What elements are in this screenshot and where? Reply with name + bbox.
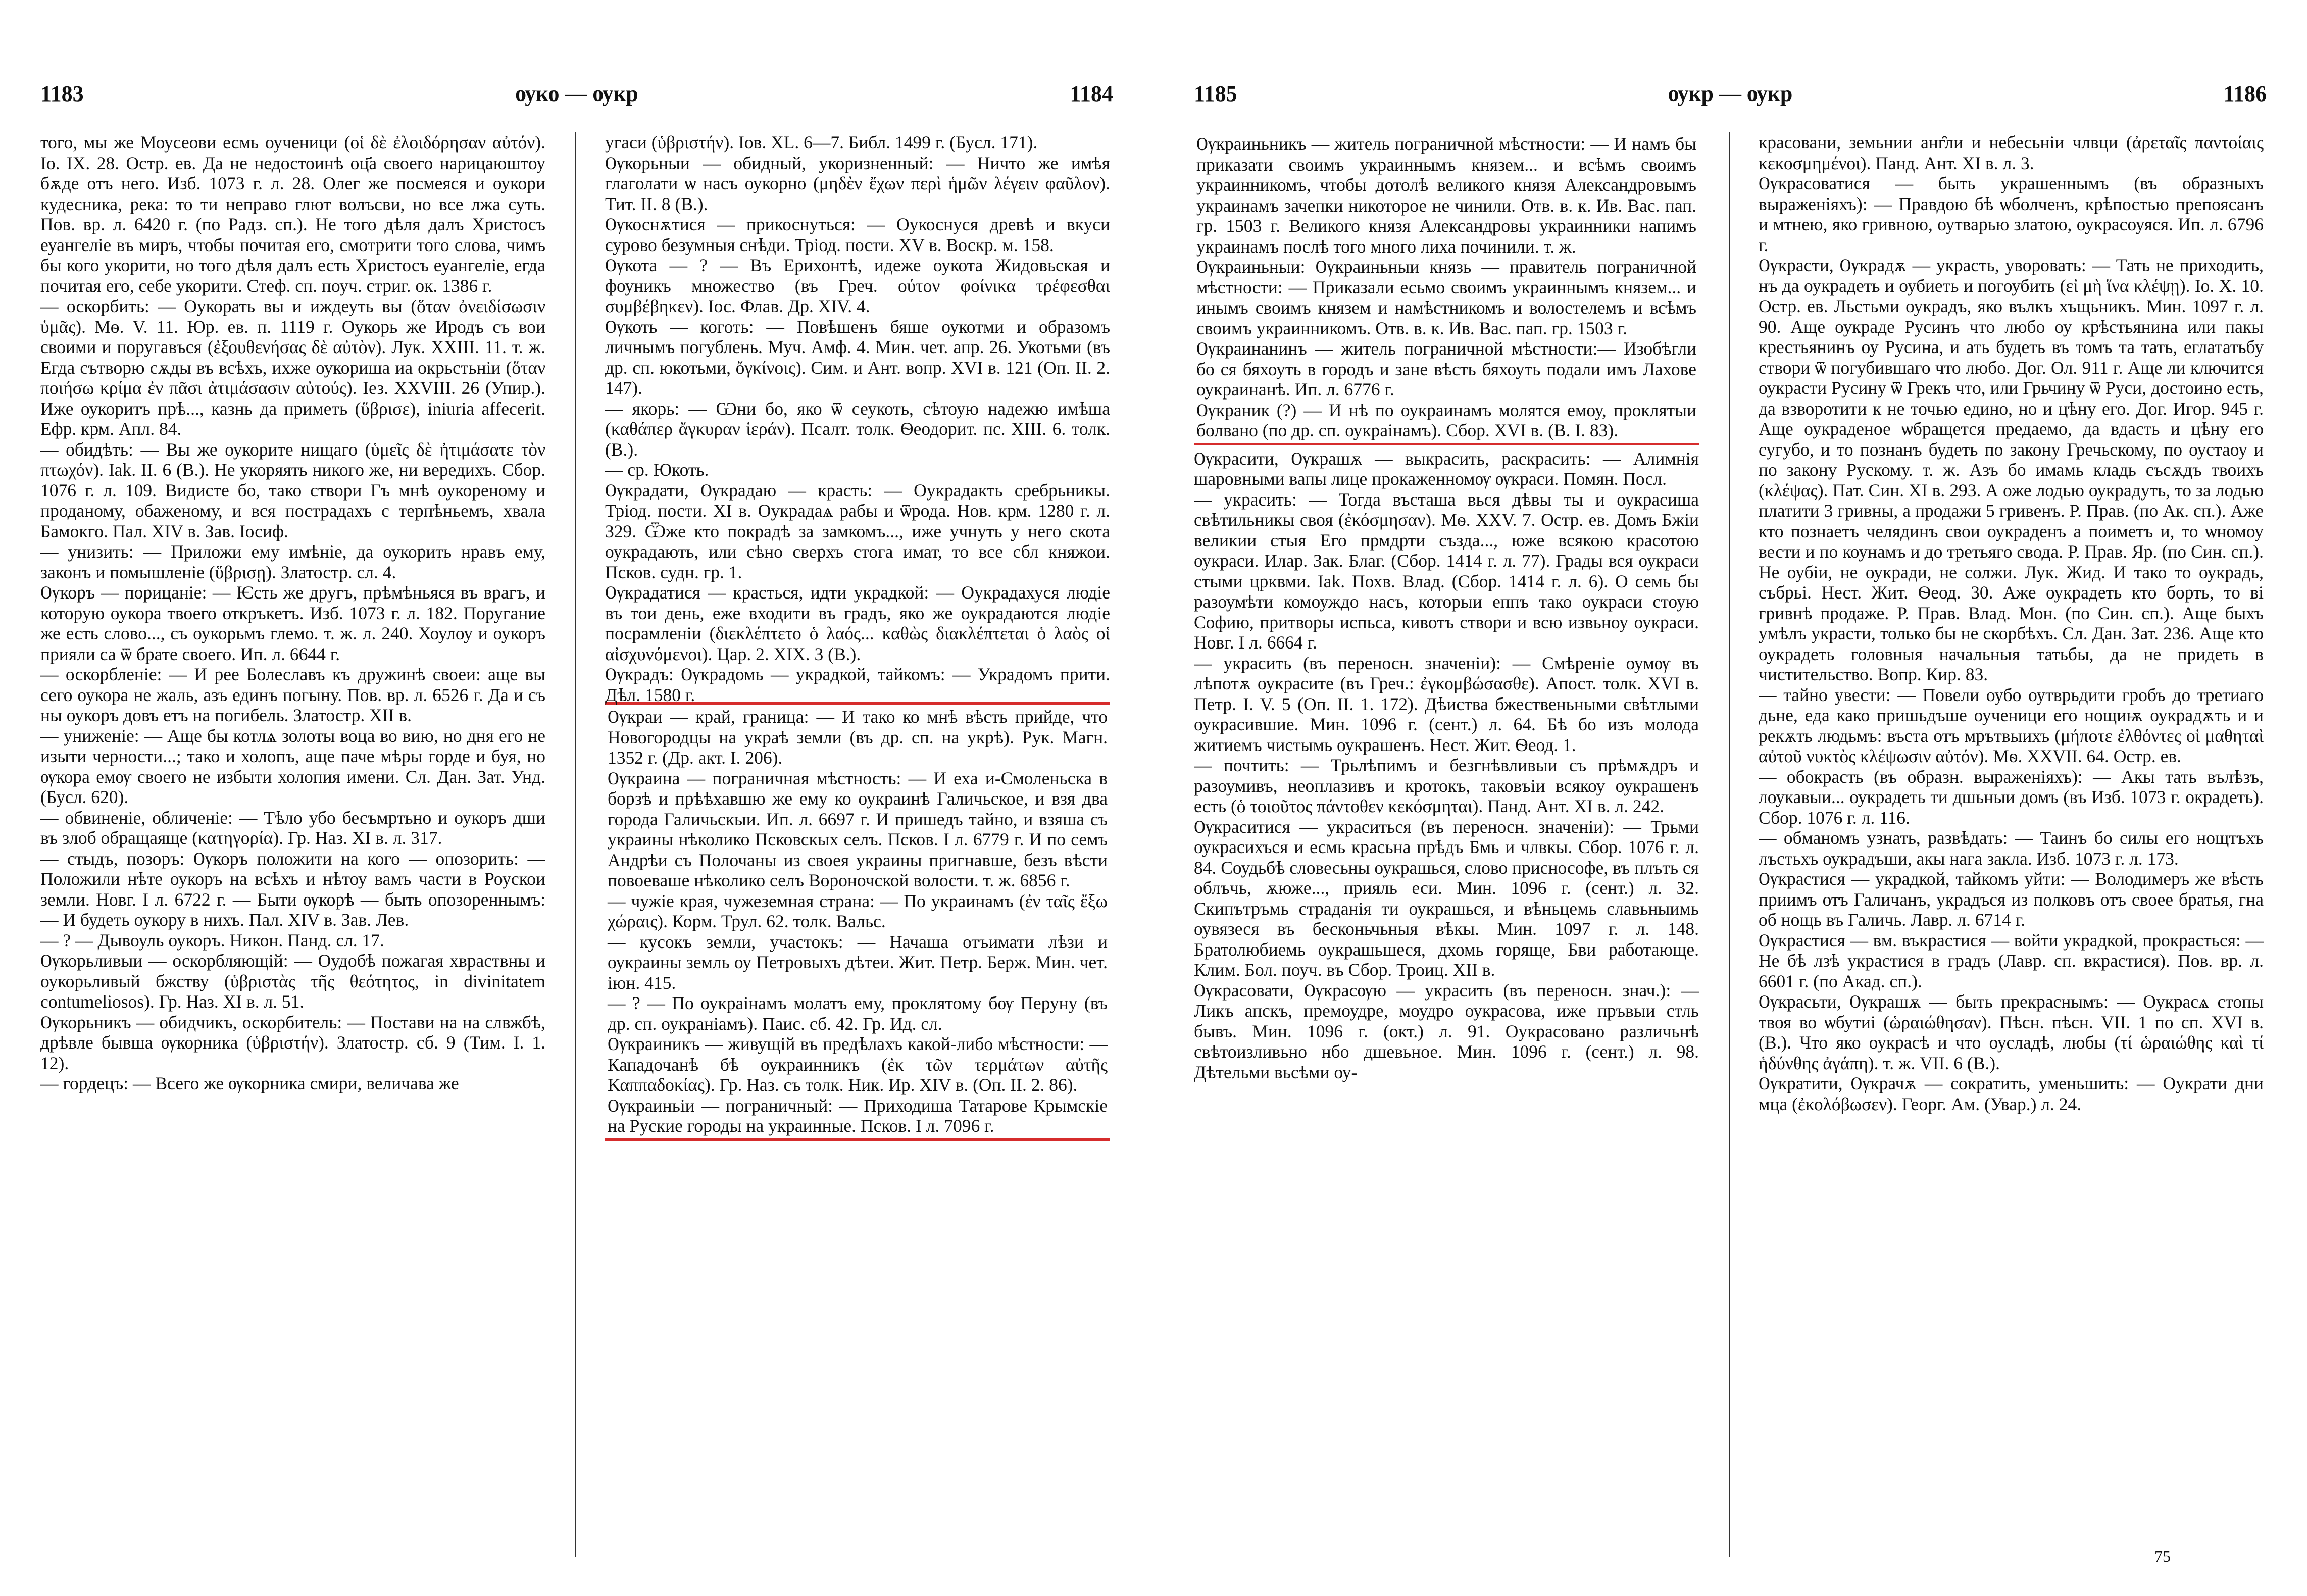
dictionary-entry: красовани, земьнии анг̑ли и небесьніи члвци (ἀρεταῖς παντοίαις κεκοσμημένοι). Панд. Ант. XI в. л. 3.: [1759, 132, 2264, 173]
dictionary-entry: Ѹкраина — пограничная мѣстность: — И еха и-Смоленьска в борзѣ и прѣѣхавшю же ему ко оукраинѣ Галичьское, и взя два города Галичьскыи. Ип. л. 6697 г. И пришедъ тайно, и взяша съ украины нѣколико Псковскых селъ. Псков. I л. 6779 г. И по семъ Андрѣи съ Полочаны из своея украины пригнавше, безъ вѣсти повоеваше нѣколико селъ Вороночской волости. т. ж. 6856 г.: [608, 768, 1108, 890]
dictionary-entry: — обманомъ узнать, развѣдать: — Таинъ бо силы его нощтъхъ лъстьхъ оукрадъши, акы нага закла. Изб. 1073 г. л. 173.: [1759, 828, 2264, 869]
dictionary-entry: Ѹкраиньныи: Ѹкраиньныи князь — правитель пограничной мѣстности: — Приказали есьмо своимъ украиннымъ князем... и инымъ своимъ князем и намѣстникомъ и волостелемъ и всѣмъ своимъ украинникомъ. Отв. в. к. Ив. Вас. пап. гр. 1503 г.: [1196, 257, 1696, 338]
dictionary-entry: — украсить (въ переносн. значеніи): — Смѣреніе оумѹ въ лѣпотѫ оукрасите (въ Греч.: ἐγκομβώσασθε). Апост. толк. XVI в. Петр. I. V. 5 (Оп. II. 1. 172). Дѣиства бжественьными свѣтлыми оукрасившие. Мин. 1096 г. (сент.) л. 64. Бѣ бо изъ молода житиемъ чистымь оукрашенъ. Нест. Жит. Ѳеод. 1.: [1194, 653, 1699, 755]
dictionary-entry: Ѹкота — ? — Въ Ерихонтѣ, идеже оукота Жидовьская и фоуникъ множество (въ Греч. ούτον φοίνικα τρέφεσθαι συμβέβηκεν). Іос. Флав. Др. XIV. 4.: [605, 255, 1110, 316]
dictionary-entry: — украсить: — Тогда въсташа вься дѣвы ты и оукрасиша свѣтильникы своя (ἐκόσμησαν). Мѳ. XXV. 7. Остр. ев. Домъ Бжіи великии стыя Его прмдрти създа..., юже всякою красотою оукраси. Илар. Зак. Благ. (Сбор. 1414 г. л. 77). Грады вся оукраси стыми црквми. Iak. Похв. Влад. (Сбор. 1414 г. л. 6). О семь бы разоумѣти комоуждо насъ, которыи еппъ тако оукраси стоую Софию, притворы испьса, кивотъ створи и всю извьноу оукраси. Новг. I л. 6664 г.: [1194, 489, 1699, 653]
dictionary-entry: Ѹкоть — коготь: — Повѣшенъ бяше оукотми и образомъ личнымъ погублень. Муч. Амф. 4. Мин. чет. апр. 26. Укотьми (въ др. сп. юкотьми, ὄγκίνοις). Сим. и Ант. вопр. XVI в. 121 (Оп. II. 2. 147).: [605, 316, 1110, 398]
dictionary-entry: угаси (ὑβριστήν). Іов. XL. 6—7. Библ. 1499 г. (Бусл. 171).: [605, 132, 1038, 153]
dictionary-entry: — почтить: — Трьлѣпимъ и безгнѣвливыи съ прѣмѫдръ и разоумивъ, неоплазивъ и кротокъ, таковъіи всякоу оукрашенъ есть (ὁ τοιοῦτος πάντοθεν κεκόσμηται). Панд. Ант. XI в. л. 242.: [1194, 755, 1699, 816]
dictionary-entry: — ср. Юкоть.: [605, 460, 709, 480]
dictionary-entry: — стыдъ, позоръ: Ѹкоръ положити на кого — опозорить: — Положили нѣте оукоръ на всѣхъ и нѣтоу вамъ части в Роускои земли. Новг. I л. 6722 г. — Быти ѹкорѣ — быть опозореннымъ: — И будеть оукору в нихъ. Пал. XIV в. Зав. Лев.: [40, 848, 545, 930]
dictionary-entry: — ? — По оукраінамъ молатъ ему, проклятому бѹ Перуну (въ др. сп. оукраніамъ). Паис. сб. 42. Гр. Ид. сл.: [608, 993, 1108, 1034]
dictionary-entry: Ѹкраиникъ — живущій въ предѣлахъ какой-либо мѣстности: — Кападочанѣ бѣ оукраинникъ (ἐκ τῶν τερμάτων αὐτῆς Καππαδοκίας). Гр. Наз. съ толк. Ник. Ир. XIV в. (Оп. II. 2. 86).: [608, 1034, 1108, 1095]
dictionary-entry: Ѹкраиньникъ — житель пограничной мѣстности: — И намъ бы приказати своимъ украиннымъ князем... и всѣмъ своимъ украинникомъ, чтобы дотолѣ великого князя Александровымъ украинамъ зачепки никоторое не чинили. Отв. в. к. Ив. Вас. пап. гр. 1503 г. Великого князя Александровы украинники напимъ украинамъ послѣ того много лиха починили. т. ж.: [1196, 134, 1696, 257]
dictionary-entry: — тайно увести: — Повели оубо оутврьдити гробъ до третиаго дьне, еда како пришьдъше оученици его нощиѭ оукрадѫть и и рекѫть людьмъ: въста отъ мрътвыихъ (μήποτε ἐλθόντες οἱ μαθηταὶ αὐτοῦ νυκτὸς κλέψωσιν αὐτόν). Мѳ. XXVII. 64. Остр. ев.: [1759, 684, 2264, 766]
dictionary-entry: — обокрасть (въ образн. выраженіяхъ): — Акы тать вълѣзъ, лоукавыи... оукрадеть ти дшьныи домъ (въ Изб. 1073 г. окрадеть). Сбор. 1076 г. л. 116.: [1759, 766, 2264, 828]
dictionary-entry: Ѹкрастися — вм. въкрастися — войти украдкой, прокрасться: — Не бѣ лзѣ украстися в градъ (Лавр. сп. вкрастися). Пов. вр. л. 6601 г. (по Акад. сп.).: [1759, 930, 2264, 991]
running-head: [1194, 81, 2267, 116]
dictionary-entry: Ѹкрасовати, Ѹкрасѹю — украсить (въ переносн. знач.): — Ликъ апскъ, премоудре, моудро оукрасова, иже пръвыи стль бывъ. Мин. 1096 г. (окт.) л. 91. Оукрасовано различьнѣ свѣтоизливьно нбо дшевьное. Мин. 1096 г. (сент.) л. 98. Дѣтельми вьсѣми оу-: [1194, 980, 1699, 1082]
dictionary-entry: Ѹкраиньіи — пограничный: — Приходиша Татарове Крымскіе на Руские городы на украинные. Псков. I л. 7096 г.: [608, 1095, 1108, 1136]
dictionary-entry: Ѹкратити, Ѹкрачѫ — сократить, уменьшить: — Оукрати дни мца (ἐκολόβωσεν). Георг. Ам. (Увар.) л. 24.: [1759, 1073, 2264, 1114]
dictionary-entry: — якорь: — Ѡни бо, яко ѿ сеукоть, сѣтоую надежю имѣша (καθάπερ ἄγκυραν ἱεράν). Псалт. толк. Ѳеодорит. пс. XIII. 6. толк. (В.).: [605, 398, 1110, 460]
dictionary-entry: Ѹкрадати, Ѹкрадаю — красть: — Оукрадакть сребрьникы. Тріод. пости. XI в. Оукрадаѧ рабы и ѿрода. Нов. крм. 1280 г. л. 329. Ѿже кто покрадѣ за замкомъ..., иже учнуть у него скота оукрадають, или сѣно сверхъ стога имат, то все сбл княжои. Псков. судн. гр. 1.: [605, 480, 1110, 582]
dictionary-entry: Ѹкраситися — украситься (въ переносн. значеніи): — Трьми оукрасихъся и есмь красьна прѣдъ Бмь и члвкы. Сбор. 1076 г. л. 84. Соудьбѣ словесьны оукрашься, слово приснософе, въ плъть ся облъчь, ѫюже..., прияль еси. Мин. 1096 г. (сент.) л. 32. Скипътръмь страданія ти оукрашься, и вѣньцемь славьныимь оувязеся въ бесконьчьныя вѣкы. Мин. 1097 г. л. 148. Братолюбиемь оукрашьшеся, дхомь горяще, Бви работающе. Клим. Бол. поуч. въ Сбор. Троиц. XII в.: [1194, 816, 1699, 980]
dictionary-entry: Ѹкрадъ: Ѹкрадомь — украдкой, тайкомъ: — Украдомъ прити. Дѣл. 1580 г.: [605, 664, 1110, 705]
dictionary-entry: Ѹкраи — край, граница: — И тако ко мнѣ вѣсть прийде, что Новогородцы на украѣ земли (въ др. сп. на укрѣ). Рук. Магн. 1352 г. (Др. акт. I. 206).: [608, 707, 1108, 768]
dictionary-entry: — кусокъ земли, участокъ: — Начаша отъимати лѣзи и оукраины земль оу Петровыхъ дѣтеи. Жит. Петр. Берж. Мин. чет. іюн. 415.: [608, 931, 1108, 993]
dictionary-entry: того, мы же Моусеови есмь оученици (οἱ δὲ ἐλοιδόρησαν αὐτόν). Io. IX. 28. Остр. ев. Да не недостоинѣ оц҃а своего нарицаюштоу бѫде отъ него. Изб. 1073 г. л. 28. Олег же посмеяся и оукори кудесника, река: то ти неправо глют волъсви, но все лжа суть. Пов. вр. л. 6420 г. (по Радз. сп.). Не того дѣля далъ Христосъ еуангеліе въ миръ, чтобы почитая его, смотрити того слова, чимъ бы кого укорити, но того дѣля далъ есть Христосъ еуангеліе, егда почитая его, себе укорити. Стеф. сп. поуч. стриг. ок. 1386 г.: [40, 132, 545, 296]
page-right: [1154, 0, 2307, 1596]
dictionary-entry: — ? — Дывоуль оукоръ. Никон. Панд. сл. 17.: [40, 930, 384, 951]
text-column: [40, 132, 545, 1557]
footer-number: 75: [2154, 1547, 2171, 1565]
dictionary-entry: — оскорбленіе: — И рее Болеславъ къ дружинѣ своеи: аще вы сего оукора не жаль, азъ единъ погыну. Пов. вр. л. 6526 г. Да и съ ны оукоръ довъ етъ на погибель. Златостр. XII в.: [40, 664, 545, 725]
dictionary-entry: Ѹкорьныи — обидный, укоризненный: — Ничто же имѣя глаголати ѡ насъ оукорно (μηδὲν ἔχων περὶ ἡμῶν λέγειν φαῦλον). Тит. II. 8 (В.).: [605, 153, 1110, 214]
dictionary-entry: — обидѣть: — Вы же оукорите нищаго (ὑμεῖς δὲ ἠτιμάσατε τὸν πτωχόν). Iak. II. 6 (В.). Не укоряять никого же, ни вередихъ. Сбор. 1076 г. л. 109. Видисте бо, тако створи Гъ мнѣ оукореному и проданому, обаженому, и вся пострадахъ с терпѣньемъ, хвала Бамокго. Пал. XIV в. Зав. Іосиф.: [40, 439, 545, 541]
dictionary-entry: — унизить: — Приложи ему имѣніе, да оукорить нравъ ему, законъ и помышленіе (ὕβρισῃ). Златостр. сл. 4.: [40, 541, 545, 582]
column-divider: [1729, 132, 1730, 1557]
highlight-box: [605, 702, 1110, 1141]
text-column: [1194, 132, 1699, 1557]
dictionary-entry: — чужіе края, чужеземная страна: — По украинамъ (ἐν ταῖς ἔξω χώραις). Корм. Трул. 62. толк. Вальс.: [608, 890, 1108, 931]
dictionary-entry: Ѹкраинанинъ — житель пограничной мѣстности:— Изобѣгли бо ся бяхоуть в городъ и зане вѣсть бяхоуть подали имъ Лахове оукраинанѣ. Ип. л. 6776 г.: [1196, 338, 1696, 400]
dictionary-entry: — униженіе: — Аще бы котлѧ золоты воца во вию, но дня его не изыти черности...; тако и холопъ, аще паче мѣры горде и буя, но ѹкора емѹ своего не избыти холопия имени. Сл. Дан. Зат. Унд. (Бусл. 620).: [40, 725, 545, 807]
running-head: [40, 81, 1113, 116]
page-number: 1183: [40, 81, 84, 106]
dictionary-entry: — гордецъ: — Всего же ѹкорника смири, величава же: [40, 1073, 459, 1093]
page-number: 1186: [2223, 81, 2267, 106]
dictionary-entry: Ѹкоснѫтися — прикоснуться: — Оукоснуся древѣ и вкуси сурово безумныя снѣди. Тріод. пости. XV в. Воскр. м. 158.: [605, 214, 1110, 255]
running-title: ѹко — ѹкр: [515, 81, 638, 106]
dictionary-entry: Ѹкорьникъ — обидчикъ, оскорбитель: — Постави на на слвжбѣ, дрѣвле бывша ѹкорника (ὑβριστήν). Златостр. сб. 9 (Тим. I. 1. 12).: [40, 1012, 545, 1073]
column-divider: [575, 132, 576, 1557]
dictionary-entry: Ѹкрасити, Ѹкрашѫ — выкрасить, раскрасить: — Алимнія шаровными вапы лице прокаженномѹ ѹкраси. Помян. Посл.: [1194, 448, 1699, 489]
text-column: [1759, 132, 2264, 1557]
dictionary-entry: Ѹкрасьти, Ѹкрашѫ — быть прекраснымъ: — Оукрасѧ стопы твоя во ѡбутиі (ὡραιώθησαν). Пѣсн. пѣсн. VII. 1 по сп. XVI в. (В.). Что яко оукрасѣ и что оусладѣ, любы (τί ὡραιώθης καὶ τί ἡδύνθης ἀγάπη). т. ж. VII. 6 (В.).: [1759, 991, 2264, 1073]
text-column: [605, 132, 1110, 1557]
dictionary-entry: Ѹкоръ — порицаніе: — Ѥсть же другъ, прѣмѣньяся въ врагъ, и которую оукора твоего откръкетъ. Изб. 1073 г. л. 182. Поругание же есть слово..., съ оукорьмъ глемо. т. ж. л. 240. Хоулоу и оукоръ прияли са ѿ брате своего. Ип. л. 6644 г.: [40, 582, 545, 664]
highlight-box: [1194, 132, 1699, 445]
dictionary-entry: — оскорбить: — Оукорать вы и иждеуть вы (ὅταν ὀνειδίσωσιν ὑμᾶς). Мѳ. V. 11. Юр. ев. п. 1119 г. Оукорь же Иродъ съ вои своими и поругавъся (ἐξουθενήσας δὲ αὐτὸν). Лук. XXIII. 11. т. ж. Егда сътворю сѫды въ всѣхъ, ихже оукориша иа окрьстьніи (ὅταν ποιήσω κρίμα ἐν πᾶσι ἀτιμάσασιν αὐτούς). Іез. XXVIII. 26 (Упир.). Иже оукоритъ прѣ..., казнь да приметь (ὕβρισε), iniuria affecerit. Ефр. крм. Апл. 84.: [40, 296, 545, 439]
page-number: 1184: [1070, 81, 1113, 106]
dictionary-entry: Ѹкраник (?) — И нѣ по оукраинамъ молятся емоу, проклятыи болвано (по др. сп. оукраінамъ). Сбор. XVI в. (В. I. 83).: [1196, 400, 1696, 440]
dictionary-entry: — обвиненіе, обличеніе: — Тѣло убо бесъмртьно и оукоръ дши въ злоб обращаяще (κατηγορία). Гр. Наз. XI в. л. 317.: [40, 807, 545, 848]
dictionary-entry: Ѹкрадатися — красться, идти украдкой: — Оукрадахуся людіе въ тои день, еже входити въ градъ, яко же оукрадаются людіе посрамленіи (διεκλέπτετο ὁ λαός... καθὼς διακλέπτεται ὁ λαὸς οἱ αἰσχυνόμενοι). Цар. 2. XIX. 3 (В.).: [605, 582, 1110, 664]
dictionary-entry: Ѹкорьливыи — оскорбляющій: — Оудобѣ пожагая хвраствны и оукорьливый бжству (ὑβριστὰς τῆς θεότητος, in divinitatem contumeliosos). Гр. Наз. XI в. л. 51.: [40, 951, 545, 1012]
running-title: ѹкр — ѹкр: [1668, 81, 1793, 106]
dictionary-entry: Ѹкрасоватися — быть украшеннымъ (въ образныхъ выраженіяхъ): — Правдою бѣ ѡболченъ, крѣпостью препоясанъ и мтнею, яко гривною, оутварью златою, оукрасоуяся. Ип. л. 6796 г.: [1759, 173, 2264, 255]
dictionary-entry: Ѹкрасти, Ѹкрадѫ — украсть, уворовать: — Тать не приходить, нъ да оукрадеть и оубиеть и погоубить (εἰ μὴ ἵνα κλέψῃ). Io. X. 10. Остр. ев. Льстьми оукрадъ, яко вълкъ хъщьникъ. Мин. 1097 г. л. 90. Аще оукраде Русинъ что любо оу крѣстьянина или пакы крестьянинъ оу Русина, и ать будеть въ томъ та тать, еглататьбу створи ѿ погубившаго что любо. Дог. Ол. 911 г. Аще ли ключится оукрасти Русину ѿ Грекъ что, или Грьчину ѿ Руси, достоино есть, да взворотити к не точью едино, но и цѣну его. Дог. Игор. 945 г. Аще оукраденое ѡбращется предаемо, да вдасть и цѣну его сугубо, и то познанъ будеть по закону Гречьскому, по оустаоу и по закону Рускому. т. ж. Азъ бо имамь кладь съсѫдъ твоихъ (κλέψας). Пат. Син. XI в. 293. А оже лодью оукрадуть, то за лодью платити 3 гривны, а продажи 5 гривенъ. Р. Прав. (по Ак. сп.). Аже кто познаетъ челядинъ свои оукраденъ а поиметъ и, то ѡномоу вести и по коунамъ и до третьяго свода. Р. Прав. Яр. (по Син. сп.). Не оубіи, не оукради, не солжи. Лук. Жид. И тако то оукрадь, събрьі. Нест. Жит. Ѳеод. 30. Аже оукрадеть кто борть, то ві гривнѣ продаже. Р. Прав. Влад. Мон. (по Син. сп.). Аще быхъ умѣлъ украсти, только бы не скорбѣхъ. Сл. Дан. Зат. 236. Аще кто оукрадеть головныя начальныя татьбы, да не придеть в чистительство. Вопр. Кир. 83.: [1759, 255, 2264, 684]
page-number: 1185: [1194, 81, 1237, 106]
dictionary-entry: Ѹкрастися — украдкой, тайкомъ уйти: — Володимеръ же вѣсть приимъ отъ Галичанъ, украдъся из полковъ отъ своее братья, гна об нощь въ Галичь. Лавр. л. 6714 г.: [1759, 869, 2264, 930]
